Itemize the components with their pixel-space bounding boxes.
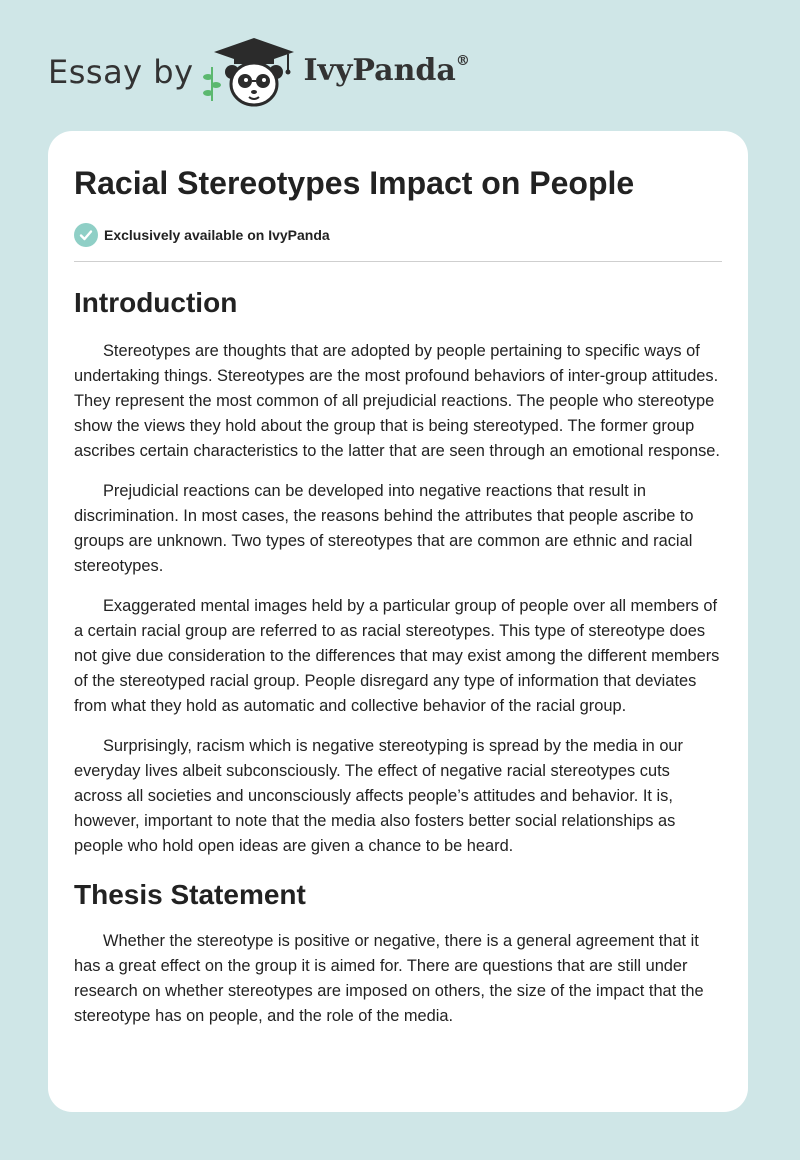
paragraph: Exaggerated mental images held by a particular group of people over all members of a certain racial group are referred to as racial stereotypes. This type of stereotype does not give due consideration to the differences that may exist among the different members of the stereotyped racial group. People disregard any type of information that deviates from what they hold as automatic and collective behavior of the racial group. [74,597,720,715]
site-header [48,36,470,108]
title-divider [74,261,722,262]
brand-name: IvyPanda® [303,52,470,88]
paragraph: Whether the stereotype is positive or negative, there is a general agreement that it has a great effect on the group it is aimed for. There are questions that are still under research on whether stereotypes are imposed on others, the size of the impact that the stereotype has on people, and the role of the media. [74,932,704,1025]
section-heading-thesis-statement: Thesis Statement [74,879,306,910]
panda-graduate-icon [210,36,298,108]
leaf-icon [202,63,222,103]
essay-body [74,279,722,1029]
registered-mark: ® [455,52,470,69]
essay-by-label: Essay by [48,53,194,91]
paragraph: Stereotypes are thoughts that are adopted by people pertaining to specific ways of undertaking things. Stereotypes are the most profound behaviors of inter-group attitudes. They represent the most common of all prejudicial reactions. The people who stereotype show the views they hold about the group that is being stereotyped. The former group ascribes certain characteristics to the latter that are seen through an emotional response. [74,342,720,460]
essay-card [48,131,748,1112]
exclusive-badge [74,223,330,247]
ivypanda-logo[interactable] [210,36,470,108]
paragraph: Prejudicial reactions can be developed into negative reactions that result in discrimination. In most cases, the reasons behind the attributes that people ascribe to groups are unknown. Two types of stereotypes that are common are ethnic and racial stereotypes. [74,482,694,575]
essay-title: Racial Stereotypes Impact on People [74,165,635,201]
paragraph: Surprisingly, racism which is negative stereotyping is spread by the media in our everyday lives albeit subconsciously. The effect of negative racial stereotypes cuts across all societies and unconsciously affects people’s attitudes and behavior. It is, however, important to note that the media also fosters better social relationships as people who hold open ideas are given a chance to be heard. [74,737,684,855]
exclusive-label: Exclusively available on IvyPanda [104,227,330,243]
section-heading-introduction: Introduction [74,287,238,318]
check-circle-icon [74,223,98,247]
